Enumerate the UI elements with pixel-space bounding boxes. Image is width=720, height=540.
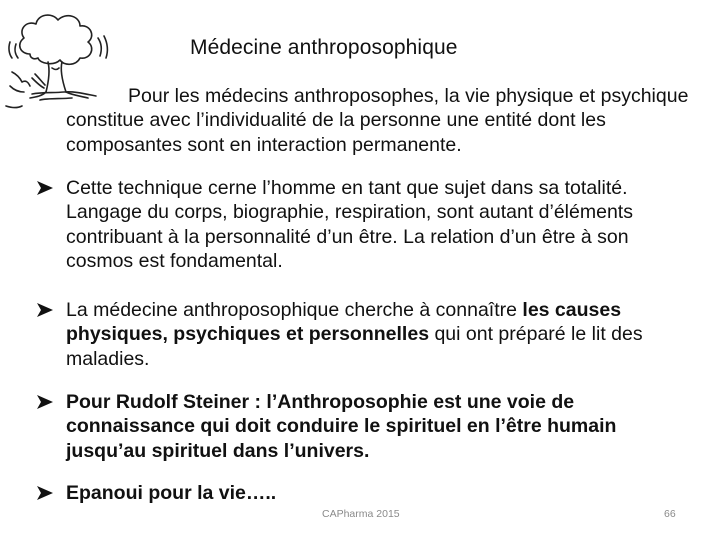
- bullet-text: Pour Rudolf Steiner : l’Anthroposophie est une voie de connaissance qui doit conduire le spirituel en l’être humain jusqu’au spirituel dans l’univers.: [66, 391, 617, 462]
- arrow-bullet-icon: [36, 394, 54, 410]
- bullet-text: Cette technique cerne l’homme en tant que sujet dans sa totalité. Langage du corps, biographie, respiration, sont autant d’éléments contribuant à la personnalité d’un être. La relation d’un être à son cosmos est fondamental.: [66, 177, 633, 273]
- slide-title: Médecine anthroposophique: [190, 36, 458, 59]
- intro-paragraph: Pour les médecins anthroposophes, la vie physique et psychique constitue avec l’individualité de la personne une entité dont les composantes sont en interaction permanente.: [66, 85, 689, 156]
- bullet-text-part: La médecine anthroposophique cherche à connaître: [66, 299, 523, 321]
- page-number: 66: [664, 508, 676, 520]
- bullet-text-part: qui ont préparé le lit des maladies.: [66, 323, 643, 370]
- arrow-bullet-icon: [36, 180, 54, 196]
- arrow-bullet-icon: [36, 302, 54, 318]
- arrow-bullet-icon: [36, 485, 54, 501]
- footer-text: CAPharma 2015: [322, 508, 400, 520]
- bullet-text: [66, 298, 696, 371]
- bullet-text-bold: les causes physiques, psychiques et personnelles: [66, 299, 622, 346]
- bullet-text: Epanoui pour la vie…..: [66, 482, 277, 504]
